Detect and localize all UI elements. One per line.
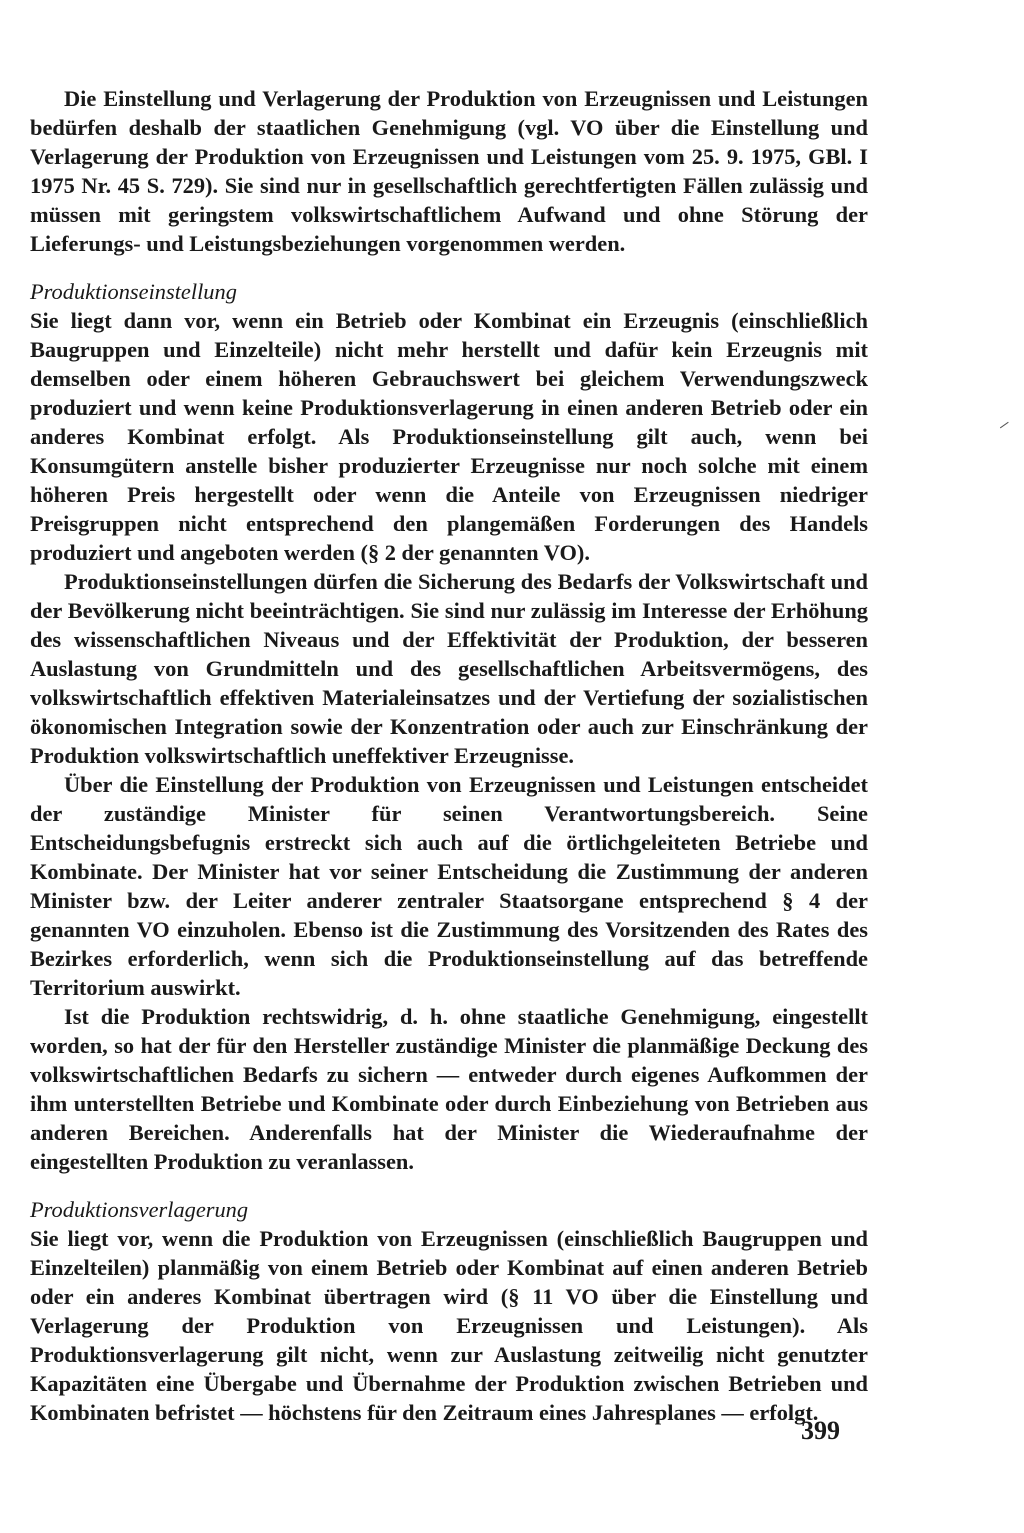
- document-page: [30, 84, 868, 1427]
- margin-pencil-mark: [1000, 422, 1012, 433]
- body-paragraph: Über die Einstellung der Produktion von Erzeugnissen und Leistungen entscheidet der zuständige Minister für seinen Verantwortungsbereich. Seine Entscheidungsbefugnis erstreckt sich auch auf die örtlichgeleiteten Betriebe und Kombinate. Der Minister hat vor seiner Entscheidung die Zustimmung der anderen Minister bzw. der Leiter anderer zentraler Staatsorgane entsprechend § 4 der genannten VO einzuholen. Ebenso ist die Zustimmung des Vorsitzenden des Rates des Bezirkes erforderlich, wenn sich die Produktionseinstellung auf das betreffende Territorium auswirkt.: [30, 772, 868, 1000]
- intro-paragraph: Die Einstellung und Verlagerung der Produktion von Erzeugnissen und Leistungen bedürfen deshalb der staatlichen Genehmigung (vgl. VO über die Einstellung und Verlagerung der Produktion von Erzeugnissen und Leistungen vom 25. 9. 1975, GBl. I 1975 Nr. 45 S. 729). Sie sind nur in gesellschaftlich gerechtfertigten Fällen zulässig und müssen mit geringstem volkswirtschaftlichem Aufwand und ohne Störung der Lieferungs- und Leistungsbeziehungen vorgenommen werden.: [30, 86, 868, 256]
- section-heading-produktionsverlagerung: Produktionsverlagerung: [30, 1197, 249, 1222]
- section-gap: [30, 1176, 868, 1195]
- section-heading-produktionseinstellung: Produktionseinstellung: [30, 279, 237, 304]
- body-paragraph: Sie liegt dann vor, wenn ein Betrieb oder Kombinat ein Erzeugnis (einschließlich Baugruppen und Einzelteile) nicht mehr herstellt und dafür kein Erzeugnis mit demselben oder einem höheren Gebrauchswert bei gleichem Verwendungszweck produziert und wenn keine Produktionsverlagerung in einen anderen Betrieb oder ein anderes Kombinat erfolgt. Als Produktionseinstellung gilt auch, wenn bei Konsumgütern anstelle bisher produzierter Erzeugnisse nur noch solche mit einem höheren Preis hergestellt oder wenn die Anteile von Erzeugnissen niedriger Preisgruppen nicht entsprechend den plangemäßen Forderungen des Handels produziert und angeboten werden (§ 2 der genannten VO).: [30, 308, 868, 565]
- section-gap: [30, 258, 868, 277]
- page-number: 399: [801, 1416, 840, 1445]
- body-paragraph: Sie liegt vor, wenn die Produktion von Erzeugnissen (einschließlich Baugruppen und Einzelteilen) planmäßig von einem Betrieb oder Kombinat auf einen anderen Betrieb oder ein anderes Kombinat übertragen wird (§ 11 VO über die Einstellung und Verlagerung der Produktion von Erzeugnissen und Leistungen). Als Produktionsverlagerung gilt nicht, wenn zur Auslastung zeitweilig nicht genutzter Kapazitäten eine Übergabe und Übernahme der Produktion zwischen Betrieben und Kombinaten befristet — höchstens für den Zeitraum eines Jahresplanes — erfolgt.: [30, 1226, 868, 1425]
- body-paragraph: Ist die Produktion rechtswidrig, d. h. ohne staatliche Genehmigung, eingestellt worden, so hat der für den Hersteller zuständige Minister die planmäßige Deckung des volkswirtschaftlichen Bedarfs zu sichern — entweder durch eigenes Aufkommen der ihm unterstellten Betriebe und Kombinate oder durch Einbeziehung von Betrieben aus anderen Bereichen. Anderenfalls hat der Minister die Wiederaufnahme der eingestellten Produktion zu veranlassen.: [30, 1004, 868, 1174]
- body-paragraph: Produktionseinstellungen dürfen die Sicherung des Bedarfs der Volkswirtschaft und der Bevölkerung nicht beeinträchtigen. Sie sind nur zulässig im Interesse der Erhöhung des wissenschaftlichen Niveaus und der Effektivität der Produktion, der besseren Auslastung von Grundmitteln und des gesellschaftlichen Arbeitsvermögens, des volkswirtschaftlich effektiven Materialeinsatzes und der Vertiefung der sozialistischen ökonomischen Integration sowie der Konzentration oder auch zur Einschränkung der Produktion volkswirtschaftlich uneffektiver Erzeugnisse.: [30, 569, 868, 768]
